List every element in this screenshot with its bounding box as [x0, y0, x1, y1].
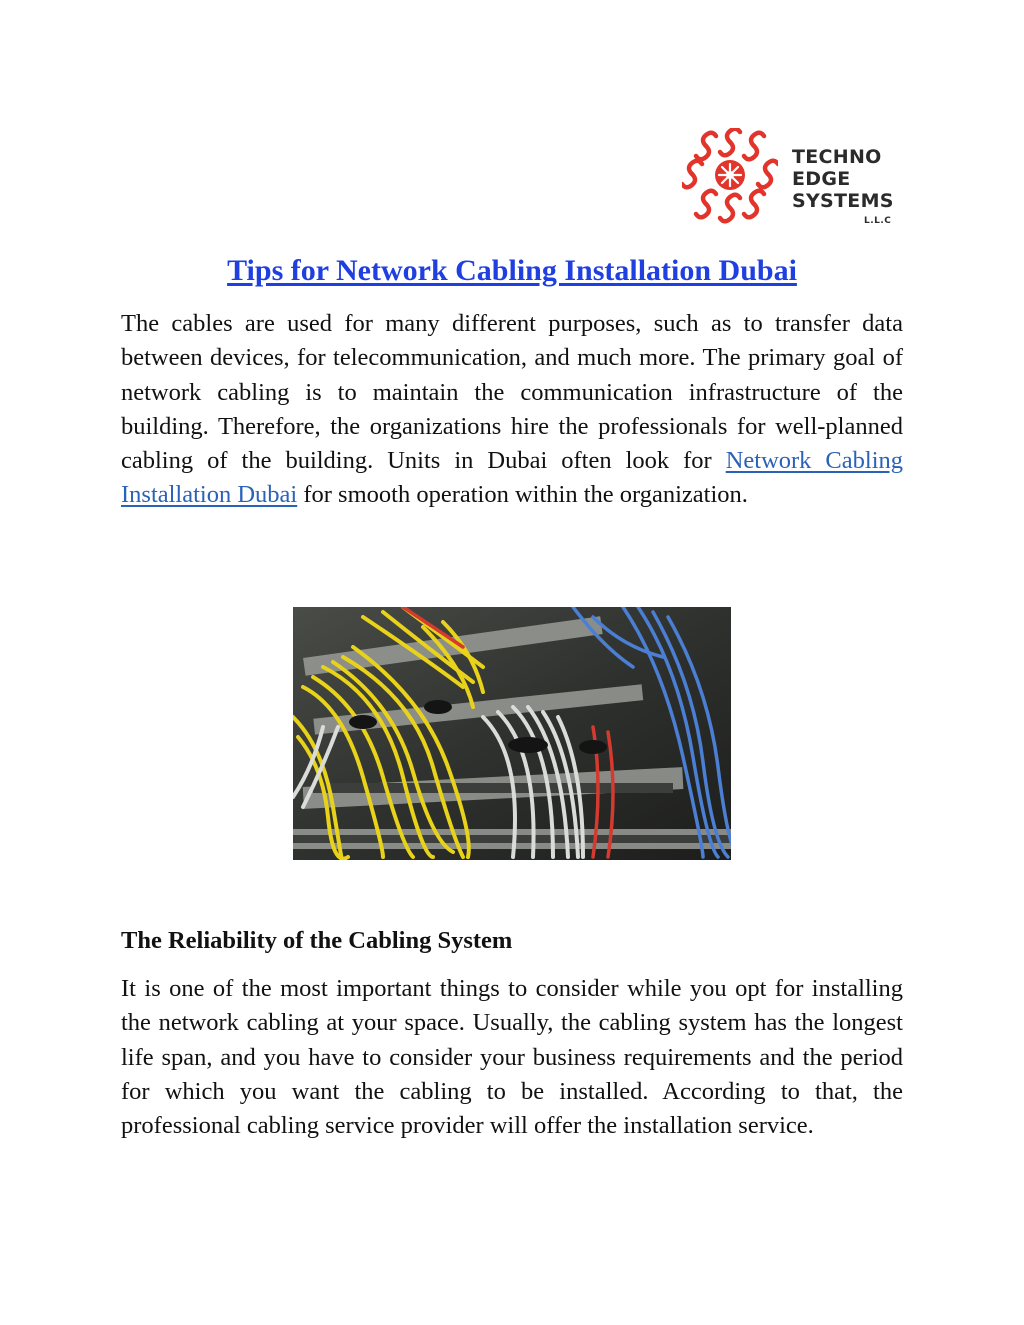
- logo-wordmark: [792, 146, 894, 212]
- intro-text-after: for smooth operation within the organization.: [297, 481, 748, 509]
- page-title: [0, 251, 1024, 291]
- company-logo: [682, 128, 894, 232]
- logo-mark-icon: [682, 128, 778, 224]
- intro-text-before: The cables are used for many different purposes, such as to transfer data between devices, for telecommunication, and much more. The primary goal of network cabling is to maintain the communication infrastructure of the building. Therefore, the organizations hire the professionals for well-planned cabling of the building. Units in Dubai often look for: [121, 310, 903, 475]
- section-heading: The Reliability of the Cabling System: [121, 927, 513, 954]
- network-cables-photo: [293, 607, 731, 860]
- network-cabling-link[interactable]: Network Cabling Installation Dubai: [121, 447, 904, 509]
- logo-line-1: TECHNO: [792, 146, 882, 168]
- title-link[interactable]: Tips for Network Cabling Installation Dubai: [227, 254, 797, 287]
- section-paragraph: It is one of the most important things to consider while you opt for installing the network cabling at your space. Usually, the cabling system has the longest life span, and you have to consider your business requirements and the period for which you want the cabling to be installed. According to that, the professional cabling service provider will offer the installation service.: [121, 975, 903, 1140]
- logo-line-2: EDGE: [792, 168, 851, 190]
- logo-suffix: L.L.C: [864, 216, 892, 226]
- intro-paragraph: [121, 307, 903, 513]
- logo-line-3: SYSTEMS: [792, 190, 894, 212]
- cables-photo-icon: [293, 607, 731, 860]
